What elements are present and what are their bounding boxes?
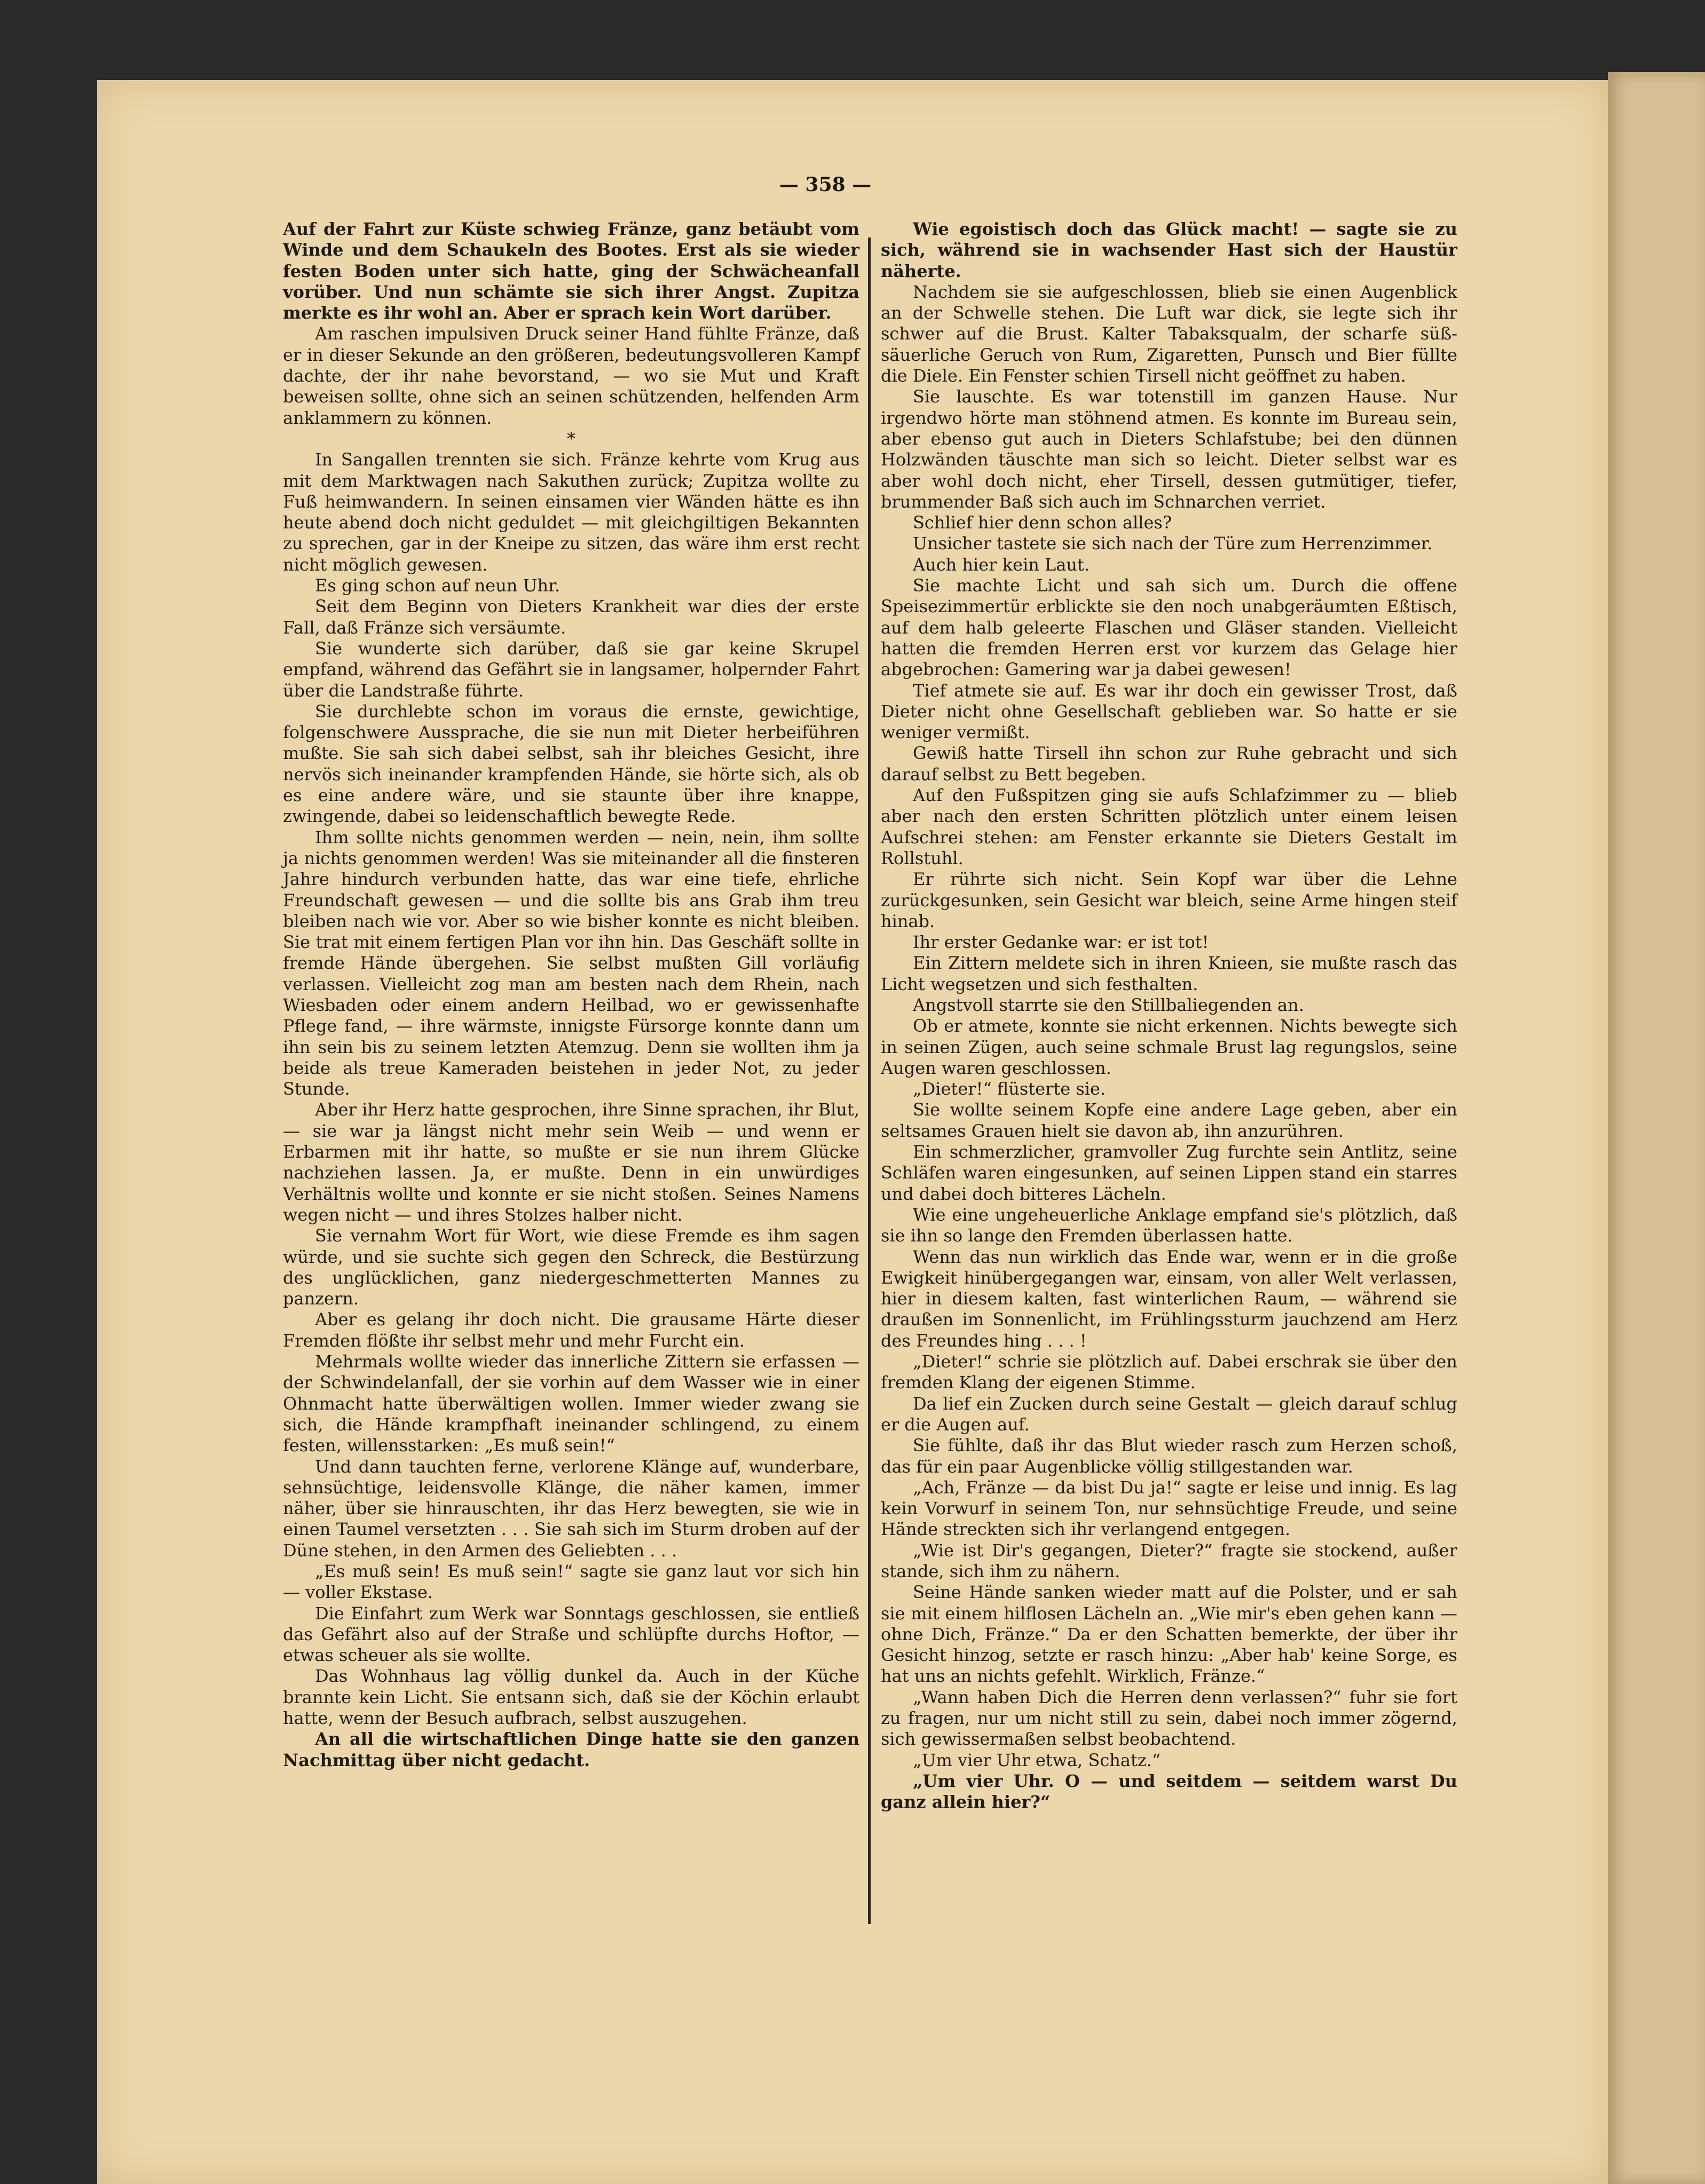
paragraph: Ihm sollte nichts genommen werden — nein, nein, ihm sollte ja nichts genommen werden! Was sie miteinander all die finsteren Jahre hindurch verbunden hatte, das war eine tiefe, ehrliche Freundschaft gewesen — und die sollte bis ans Grab ihm treu bleiben nach wie vor. Aber so wie bisher konnte es nicht bleiben. Sie trat mit einem fertigen Plan vor ihn hin. Das Geschäft sollte in fremde Hände übergehen. Sie selbst mußten Gill vorläufig verlassen. Vielleicht zog man am besten nach dem Rhein, nach Wiesbaden oder einem andern Heilbad, wo er gewissenhafte Pflege fand, — ihre wärmste, innigste Fürsorge konnte dann um ihn sein bis zu seinem letzten Atemzug. Denn sie wollten ihm ja beide als treue Kameraden beistehen in jeder Not, zu jeder Stunde.: [283, 827, 859, 1099]
paragraph: Sie wollte seinem Kopfe eine andere Lage geben, aber ein seltsames Grauen hielt sie davon ab, ihn anzurühren.: [881, 1099, 1457, 1141]
paragraph: Das Wohnhaus lag völlig dunkel da. Auch in der Küche brannte kein Licht. Sie entsann sich, daß sie der Köchin erlaubt hatte, wenn der Besuch aufbrach, selbst auszugehen.: [283, 1666, 859, 1729]
paragraph: Sie machte Licht und sah sich um. Durch die offene Speisezimmertür erblickte sie den noch unabgeräumten Eßtisch, auf dem halb geleerte Flaschen und Gläser standen. Vielleicht hatten die fremden Herren erst vor kurzem das Gelage hier abgebrochen: Gamering war ja dabei gewesen!: [881, 575, 1457, 680]
paragraph: Ein schmerzlicher, gramvoller Zug furchte sein Antlitz, seine Schläfen waren eingesunken, auf seinen Lippen stand ein starres und dabei doch bitteres Lächeln.: [881, 1142, 1457, 1204]
paragraph: „Es muß sein! Es muß sein!“ sagte sie ganz laut vor sich hin — voller Ekstase.: [283, 1561, 859, 1603]
paragraph: Sie vernahm Wort für Wort, wie diese Fremde es ihm sagen würde, und sie suchte sich gegen den Schreck, die Bestürzung des unglücklichen, ganz niedergeschmetterten Mannes zu panzern.: [283, 1225, 859, 1309]
paragraph: Sie durchlebte schon im voraus die ernste, gewichtige, folgenschwere Aussprache, die sie nun mit Dieter herbeiführen mußte. Sie sah sich dabei selbst, sah ihr bleiches Gesicht, ihre nervös sich ineinander krampfenden Hände, sie hörte sich, als ob es eine andere wäre, und sie staunte über ihre knappe, zwingende, dabei so leidenschaftlich bewegte Rede.: [283, 701, 859, 827]
paragraph: Auch hier kein Laut.: [913, 554, 1090, 575]
right-text-column: [881, 219, 1457, 1813]
paragraph: „Um vier Uhr etwa, Schatz.“: [913, 1750, 1161, 1770]
column-divider: [868, 238, 871, 1924]
next-page-edge: [1608, 72, 1705, 2184]
paragraph: Wie eine ungeheuerliche Anklage empfand sie's plötzlich, daß sie ihn so lange den Fremden überlassen hatte.: [881, 1204, 1457, 1246]
paragraph: Unsicher tastete sie sich nach der Türe zum Herrenzimmer.: [913, 533, 1433, 554]
paragraph: In Sangallen trennten sie sich. Fränze kehrte vom Krug aus mit dem Marktwagen nach Sakuthen zurück; Zupitza wollte zu Fuß heimwandern. In seinen einsamen vier Wänden hätte es ihn heute abend doch nicht geduldet — mit gleichgiltigen Bekannten zu sprechen, gar in der Kneipe zu sitzen, das wäre ihm erst recht nicht möglich gewesen.: [283, 449, 859, 575]
paragraph: „Ach, Fränze — da bist Du ja!“ sagte er leise und innig. Es lag kein Vorwurf in seinem Ton, nur sehnsüchtige Freude, und seine Hände streckten sich ihr verlangend entgegen.: [881, 1477, 1457, 1540]
paragraph: Angstvoll starrte sie den Stillbaliegenden an.: [913, 994, 1304, 1015]
paragraph: Am raschen impulsiven Druck seiner Hand fühlte Fränze, daß er in dieser Sekunde an den größeren, bedeutungsvolleren Kampf dachte, der ihr nahe bevorstand, — wo sie Mut und Kraft beweisen sollte, ohne sich an seinen schützenden, helfenden Arm anklammern zu können.: [283, 323, 859, 428]
paragraph: Gewiß hatte Tirsell ihn schon zur Ruhe gebracht und sich darauf selbst zu Bett begeben.: [881, 743, 1457, 785]
paragraph: Sie wunderte sich darüber, daß sie gar keine Skrupel empfand, während das Gefährt sie in langsamer, holpernder Fahrt über die Landstraße führte.: [283, 638, 859, 701]
paragraph: Nachdem sie sie aufgeschlossen, blieb sie einen Augenblick an der Schwelle stehen. Die Luft war dick, sie legte sich ihr schwer auf die Brust. Kalter Tabaksqualm, der scharfe süß-säuerliche Geruch von Rum, Zigaretten, Punsch und Bier füllte die Diele. Ein Fenster schien Tirsell nicht geöffnet zu haben.: [881, 281, 1457, 386]
paragraph: „Wann haben Dich die Herren denn verlassen?“ fuhr sie fort zu fragen, nur um nicht still zu sein, dabei noch immer zögernd, sich gewissermaßen selbst beobachtend.: [881, 1687, 1457, 1750]
paragraph: Schlief hier denn schon alles?: [913, 512, 1172, 533]
paragraph: Es ging schon auf neun Uhr.: [315, 575, 561, 596]
section-separator: *: [567, 428, 575, 449]
paragraph: Sie fühlte, daß ihr das Blut wieder rasch zum Herzen schoß, das für ein paar Augenblicke völlig stillgestanden war.: [881, 1435, 1457, 1477]
paragraph: An all die wirtschaftlichen Dinge hatte sie den ganzen Nachmittag über nicht gedacht.: [283, 1729, 859, 1770]
paragraph: Auf der Fahrt zur Küste schwieg Fränze, ganz betäubt vom Winde und dem Schaukeln des Bootes. Erst als sie wieder festen Boden unter sich hatte, ging der Schwächeanfall vorüber. Und nun schämte sie sich ihrer Angst. Zupitza merkte es ihr wohl an. Aber er sprach kein Wort darüber.: [283, 219, 859, 323]
paragraph: Wie egoistisch doch das Glück macht! — sagte sie zu sich, während sie in wachsender Hast sich der Haustür näherte.: [881, 219, 1457, 281]
paragraph: Ein Zittern meldete sich in ihren Knieen, sie mußte rasch das Licht wegsetzen und sich festhalten.: [881, 953, 1457, 994]
paragraph: Aber es gelang ihr doch nicht. Die grausame Härte dieser Fremden flößte ihr selbst mehr und mehr Furcht ein.: [283, 1309, 859, 1351]
paragraph: Und dann tauchten ferne, verlorene Klänge auf, wunderbare, sehnsüchtige, leidensvolle Klänge, die näher kamen, immer näher, über sie hinrauschten, ihr das Herz bewegten, sie wie in einen Taumel versetzten . . . Sie sah sich im Sturm droben auf der Düne stehen, in den Armen des Geliebten . . .: [283, 1456, 859, 1561]
paragraph: Tief atmete sie auf. Es war ihr doch ein gewisser Trost, daß Dieter nicht ohne Gesellschaft geblieben war. So hatte er sie weniger vermißt.: [881, 680, 1457, 743]
paragraph: „Wie ist Dir's gegangen, Dieter?“ fragte sie stockend, außer stande, sich ihm zu nähern.: [881, 1540, 1457, 1581]
paragraph: Wenn das nun wirklich das Ende war, wenn er in die große Ewigkeit hinübergegangen war, einsam, von aller Welt verlassen, hier in diesem kalten, fast winterlichen Raum, — während sie draußen im Sonnenlicht, im Frühlingssturm jauchzend am Herz des Freundes hing . . . !: [881, 1246, 1457, 1351]
paragraph: „Dieter!“ flüsterte sie.: [913, 1079, 1106, 1099]
paragraph: Auf den Fußspitzen ging sie aufs Schlafzimmer zu — blieb aber nach den ersten Schritten plötzlich unter einem leisen Aufschrei stehen: am Fenster erkannte sie Dieters Gestalt im Rollstuhl.: [881, 785, 1457, 868]
paragraph: Er rührte sich nicht. Sein Kopf war über die Lehne zurückgesunken, sein Gesicht war bleich, seine Arme hingen steif hinab.: [881, 869, 1457, 931]
left-text-column: [283, 219, 859, 1771]
paragraph: Sie lauschte. Es war totenstill im ganzen Hause. Nur irgendwo hörte man stöhnend atmen. Es konnte im Bureau sein, aber ebenso gut auch in Dieters Schlafstube; bei den dünnen Holzwänden täuschte man sich so leicht. Dieter selbst war es aber wohl doch nicht, eher Tirsell, dessen gutmütiger, tiefer, brummender Baß sich auch im Schnarchen verriet.: [881, 386, 1457, 512]
paragraph: Ihr erster Gedanke war: er ist tot!: [913, 932, 1209, 953]
paragraph: Seine Hände sanken wieder matt auf die Polster, und er sah sie mit einem hilflosen Lächeln an. „Wie mir's eben gehen kann — ohne Dich, Fränze.“ Da er den Schatten bemerkte, der über ihr Gesicht hinzog, setzte er rasch hinzu: „Aber hab' keine Sorge, es hat uns an nichts gefehlt. Wirklich, Fränze.“: [881, 1582, 1457, 1687]
paragraph: Ob er atmete, konnte sie nicht erkennen. Nichts bewegte sich in seinen Zügen, auch seine schmale Brust lag regungslos, seine Augen waren geschlossen.: [881, 1016, 1457, 1078]
paragraph: „Um vier Uhr. O — und seitdem — seitdem warst Du ganz allein hier?“: [881, 1770, 1457, 1813]
page-number: — 358 —: [779, 173, 872, 196]
paragraph: Mehrmals wollte wieder das innerliche Zittern sie erfassen — der Schwindelanfall, der sie vorhin auf dem Wasser wie in einer Ohnmacht hatte überwältigen wollen. Immer wieder zwang sie sich, die Hände krampfhaft ineinander schlingend, zu einem festen, willensstarken: „Es muß sein!“: [283, 1351, 859, 1456]
paragraph: „Dieter!“ schrie sie plötzlich auf. Dabei erschrak sie über den fremden Klang der eigenen Stimme.: [881, 1351, 1457, 1393]
paragraph: Seit dem Beginn von Dieters Krankheit war dies der erste Fall, daß Fränze sich versäumte.: [283, 596, 859, 638]
paragraph: Die Einfahrt zum Werk war Sonntags geschlossen, sie entließ das Gefährt also auf der Straße und schlüpfte durchs Hoftor, — etwas scheuer als sie wollte.: [283, 1603, 859, 1666]
paragraph: Da lief ein Zucken durch seine Gestalt — gleich darauf schlug er die Augen auf.: [881, 1393, 1457, 1435]
paragraph: Aber ihr Herz hatte gesprochen, ihre Sinne sprachen, ihr Blut, — sie war ja längst nicht mehr sein Weib — und wenn er Erbarmen mit ihr hatte, so mußte er sie nun ihrem Glücke nachziehen lassen. Ja, er mußte. Denn in ein unwürdiges Verhältnis wollte und konnte er sie nicht stoßen. Seines Namens wegen nicht — und ihres Stolzes halber nicht.: [283, 1099, 859, 1225]
